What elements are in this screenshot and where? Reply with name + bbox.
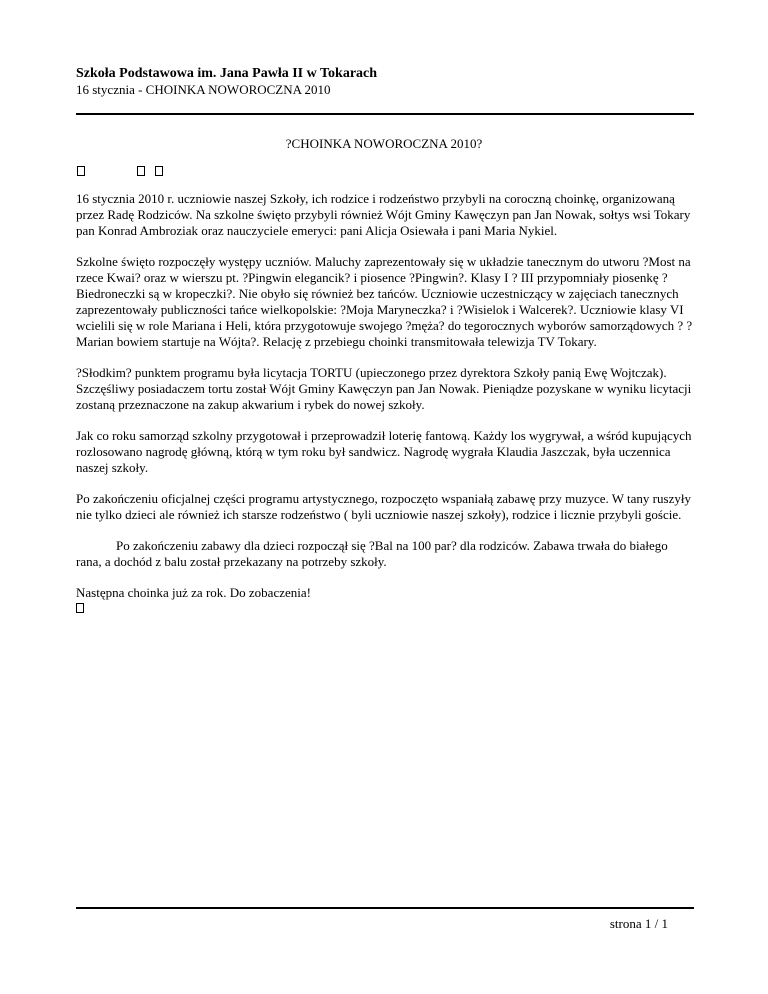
- document-subtitle: 16 stycznia - CHOINKA NOWOROCZNA 2010: [76, 82, 331, 97]
- school-name: Szkoła Podstawowa im. Jana Pawła II w Tokarach: [76, 66, 378, 81]
- paragraph: Następna choinka już za rok. Do zobaczenia!: [76, 585, 311, 600]
- paragraph: 16 stycznia 2010 r. uczniowie naszej Szkoły, ich rodzice i rodzeństwo przybyli na coroczną choinkę, organizowaną przez Radę Rodziców. Na szkolne święto przybyli również Wójt Gminy Kawęczyn pan Jan Nowak, sołtys wsi Tokary pan Konrad Ambroziak oraz nauczyciele emeryci: pani Alicja Osiewała i pani Maria Nykiel.: [76, 191, 691, 238]
- paragraph: Po zakończeniu zabawy dla dzieci rozpoczął się ?Bal na 100 par? dla rodziców. Zabawa trwała do białego rana, a dochód z balu został przekazany na potrzeby szkoły.: [76, 538, 668, 569]
- paragraph: Jak co roku samorząd szkolny przygotował i przeprowadził loterię fantową. Każdy los wygrywał, a wśród kupujących rozlosowano nagrodę główną, którą w tym roku był sandwicz. Nagrodę wygrała Klaudia Jaszczak, była uczennica naszej szkoły.: [76, 428, 692, 475]
- page-number: strona 1 / 1: [609, 916, 668, 931]
- article-body: [76, 191, 694, 616]
- paragraph: ?Słodkim? punktem programu była licytacja TORTU (upieczonego przez dyrektora Szkoły panią Ewę Wojtczak). Szczęśliwy posiadaczem tortu został Wójt Gminy Kawęczyn pan Jan Nowak. Pieniądze pozyskane w wyniku licytacji zostaną przeznaczone na zakup akwarium i rybek do nowej szkoły.: [76, 365, 692, 412]
- missing-glyph-icon: [77, 166, 85, 176]
- document-header: [76, 66, 696, 97]
- missing-glyph-icon: [76, 603, 84, 613]
- footer-divider: [76, 907, 694, 909]
- paragraph: Po zakończeniu oficjalnej części programu artystycznego, rozpoczęto wspaniałą zabawę przy muzyce. W tany ruszyły nie tylko dzieci ale również ich starsze rodzeństwo ( byli uczniowie naszej szkoły), rodzice i licznie przybyli goście.: [76, 491, 691, 522]
- paragraph: Szkolne święto rozpoczęły występy uczniów. Maluchy zaprezentowały się w układzie tanecznym do utworu ?Most na rzece Kwai? oraz w wierszu pt. ?Pingwin elegancik? i piosence ?Pingwin?. Klasy I ? III przypomniały piosenkę ?Biedroneczki są w kropeczki?. Nie obyło się również bez tańców. Uczniowie uczestniczący w zajęciach tanecznych zaprezentowały publiczności tańce wielkopolskie: ?Moja Maryneczka? i ?Wisielok i Walcerek?. Uczniowie klasy VI wcielili się w role Mariana i Heli, która przygotowuje swojego ?męża? do tegorocznych wyborów samorządowych ? ?Marian bowiem startuje na Wójta?. Relację z przebiegu choinki transmitowała telewizja TV Tokary.: [76, 254, 693, 349]
- header-divider: [76, 113, 694, 115]
- missing-glyph-icon: [155, 166, 163, 176]
- missing-glyph-icon: [137, 166, 145, 176]
- page-title: ?CHOINKA NOWOROCZNA 2010?: [285, 136, 483, 151]
